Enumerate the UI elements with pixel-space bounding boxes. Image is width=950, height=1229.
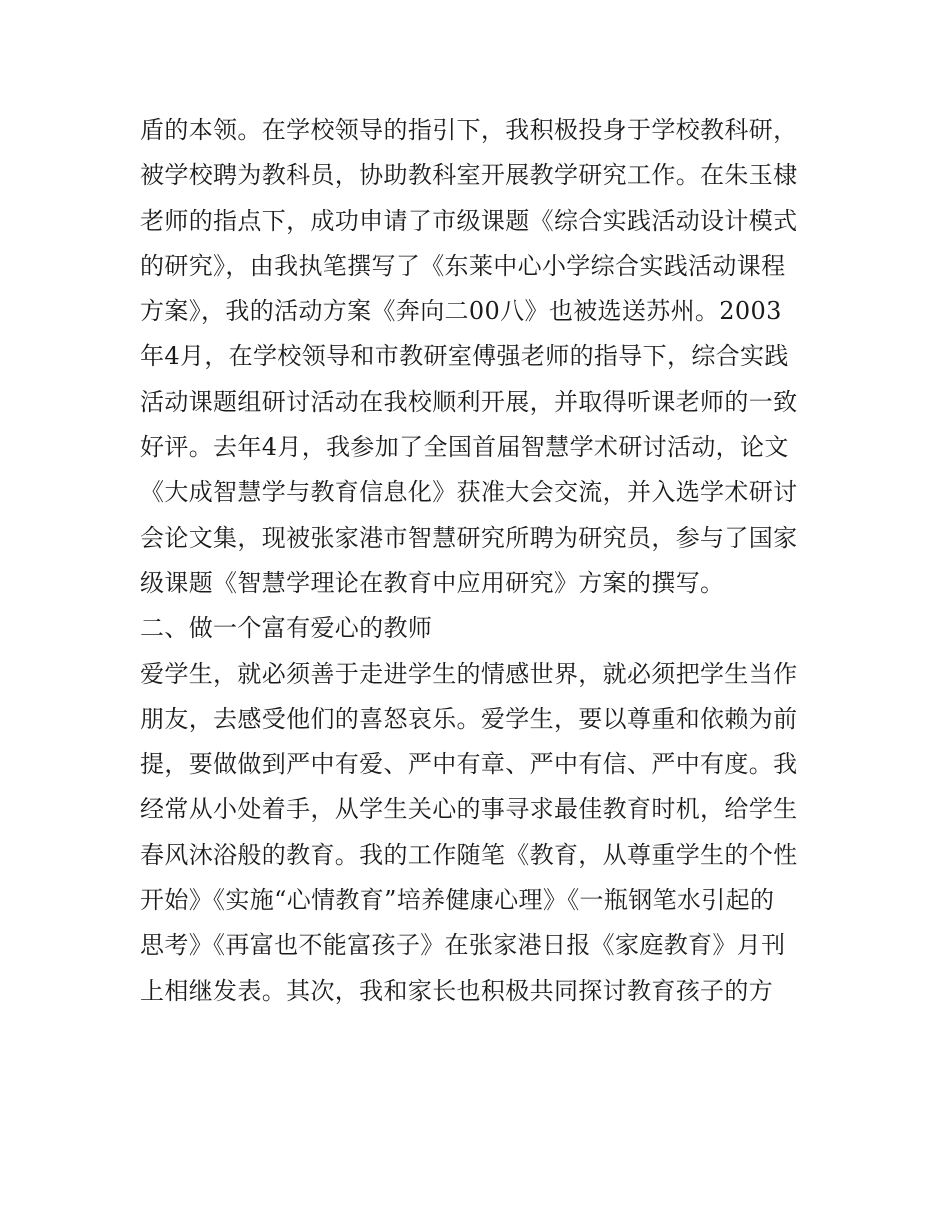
- text-line: 思考》《再富也不能富孩子》在张家港日报《家庭教育》月刊: [140, 931, 786, 960]
- text-line: 春风沐浴般的教育。我的工作随笔《教育，从尊重学生的个性: [140, 840, 798, 869]
- text-line: 老师的指点下，成功申请了市级课题《综合实践活动设计模式: [140, 206, 798, 235]
- text-line: 开始》《实施“心情教育”培养健康心理》《一瓶钢笔水引起的: [140, 886, 775, 915]
- text-line: 经常从小处着手，从学生关心的事寻求最佳教育时机，给学生: [140, 795, 798, 824]
- text-line: 提，要做做到严中有爱、严中有章、严中有信、严中有度。我: [140, 750, 798, 779]
- text-line: 《大成智慧学与教育信息化》获准大会交流，并入选学术研讨: [140, 478, 798, 507]
- text-line: 好评。去年4月，我参加了全国首届智慧学术研讨活动，论文: [140, 433, 789, 462]
- text-line: 的研究》，由我执笔撰写了《东莱中心小学综合实践活动课程: [140, 251, 786, 280]
- text-line: 会论文集，现被张家港市智慧研究所聘为研究员，参与了国家: [140, 523, 798, 552]
- text-line: 盾的本领。在学校领导的指引下，我积极投身于学校教科研，: [140, 116, 798, 144]
- text-line: 级课题《智慧学理论在教育中应用研究》方案的撰写。: [140, 568, 725, 597]
- text-line: 爱学生，就必须善于走进学生的情感世界，就必须把学生当作: [140, 659, 798, 688]
- body-text: [140, 108, 820, 1014]
- text-line: 方案》，我的活动方案《奔向二00八》也被选送苏州。2003: [140, 297, 782, 326]
- section-heading: 二、做一个富有爱心的教师: [140, 614, 433, 643]
- text-line: 朋友，去感受他们的喜怒哀乐。爱学生，要以尊重和依赖为前: [140, 704, 798, 733]
- text-line: 年4月，在学校领导和市教研室傅强老师的指导下，综合实践: [140, 342, 789, 371]
- text-line: 上相继发表。其次，我和家长也积极共同探讨教育孩子的方: [140, 976, 774, 1005]
- text-line: 被学校聘为教科员，协助教科室开展教学研究工作。在朱玉棣: [140, 161, 798, 190]
- text-line: 活动课题组研讨活动在我校顺利开展，并取得听课老师的一致: [140, 387, 798, 416]
